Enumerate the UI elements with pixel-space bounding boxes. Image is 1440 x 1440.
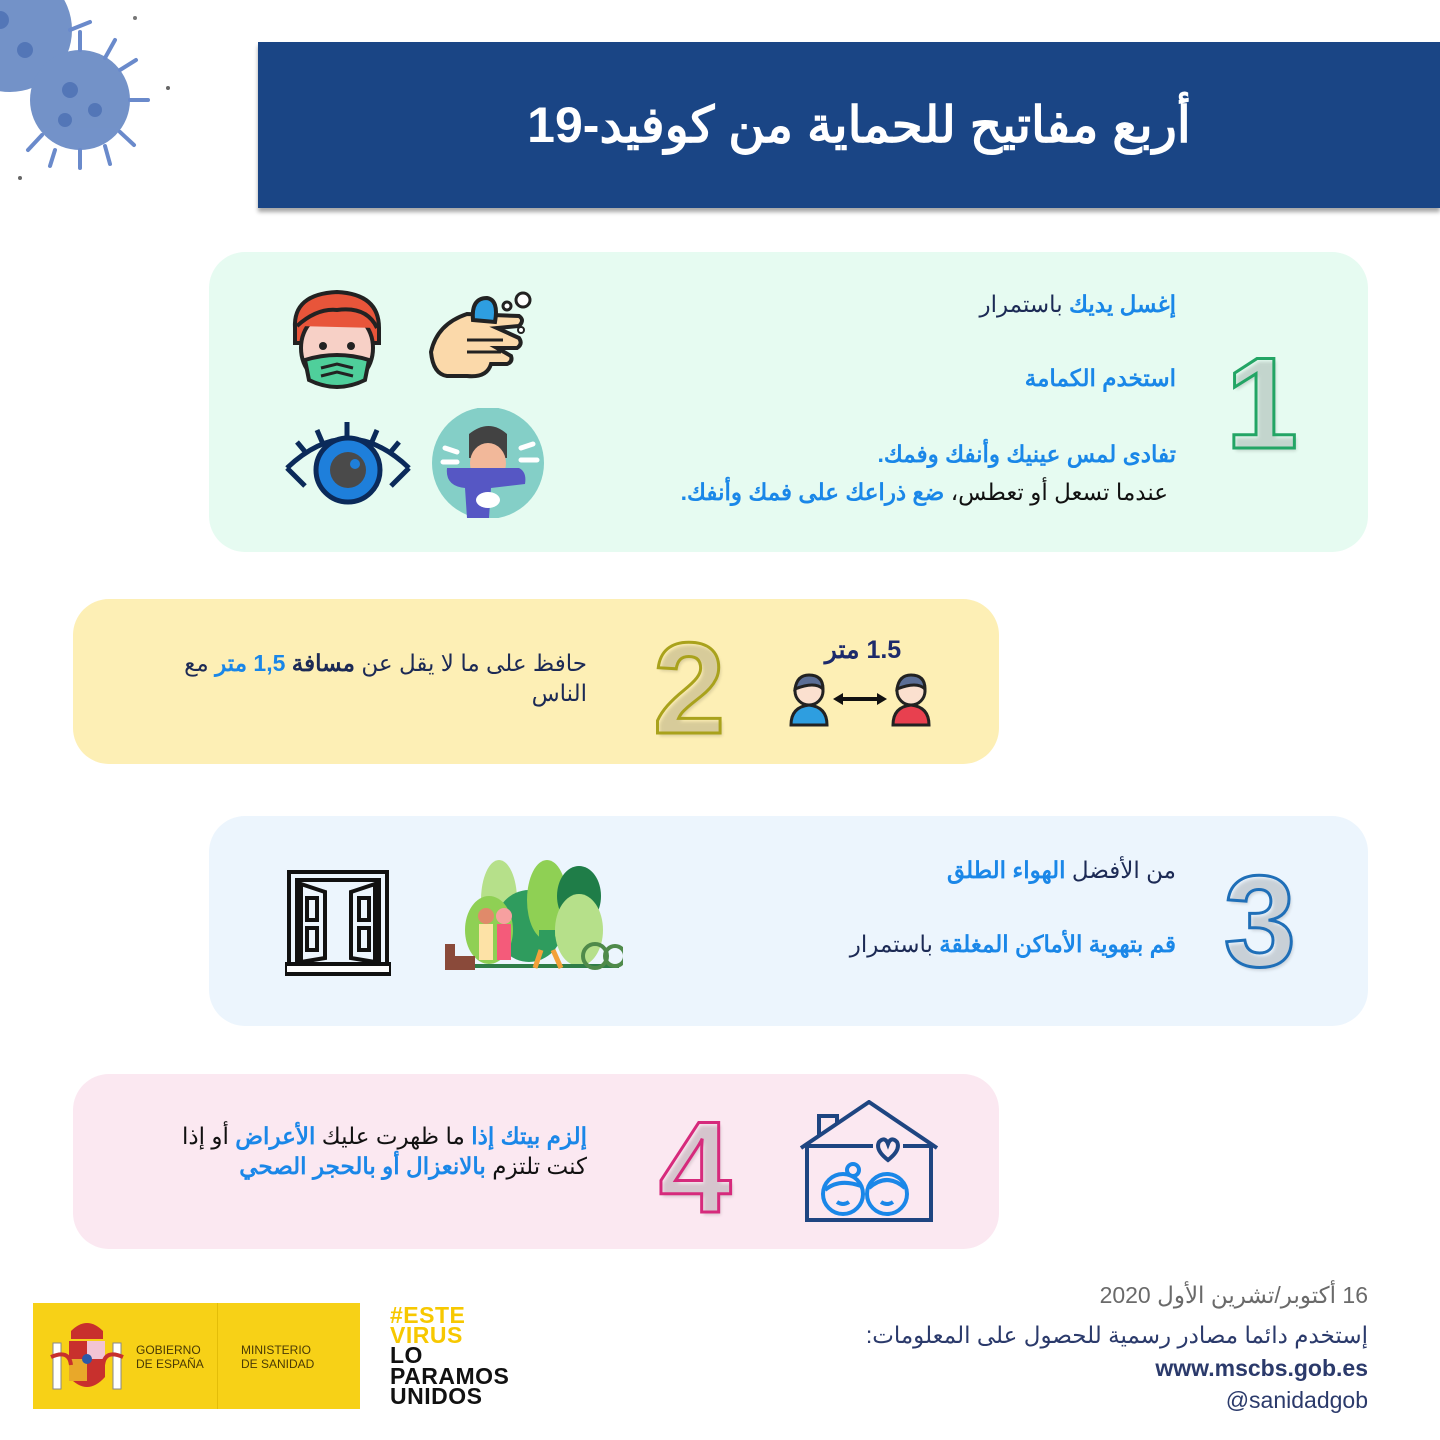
card-3-line-1 bbox=[576, 856, 1176, 886]
gov-line-2: DE ESPAÑA bbox=[136, 1357, 204, 1372]
card-1-line-2 bbox=[576, 364, 1176, 394]
text-segment: الهواء الطلق bbox=[946, 857, 1066, 883]
card-1-line-3 bbox=[556, 440, 1176, 470]
gov-line-1: GOBIERNO bbox=[136, 1343, 201, 1357]
text-segment: تفادى لمس عينيك وأنفك وفمك. bbox=[877, 441, 1176, 467]
text-segment: ما ظهرت عليك bbox=[315, 1123, 472, 1149]
step-number-2: 2 bbox=[653, 615, 726, 761]
text-segment: أو إذا bbox=[181, 1123, 236, 1149]
cough-elbow-icon bbox=[429, 408, 547, 523]
text-segment: كنت تلتزم bbox=[485, 1152, 587, 1179]
text-segment: استخدم الكمامة bbox=[1024, 365, 1176, 391]
ministry-line-2: DE SANIDAD bbox=[241, 1357, 315, 1372]
campaign-line: VIRUS bbox=[390, 1322, 463, 1349]
step-number-3: 3 bbox=[1223, 848, 1296, 994]
card-1-line-1 bbox=[576, 290, 1176, 320]
text-segment: مسافة bbox=[291, 650, 355, 676]
text-segment: باستمرار bbox=[849, 931, 940, 957]
text-segment: مع bbox=[184, 650, 216, 676]
card-2-text bbox=[117, 649, 587, 709]
key-card-1 bbox=[209, 252, 1368, 552]
text-segment: إلزم بيتك إذا bbox=[471, 1123, 587, 1149]
key-card-4 bbox=[73, 1074, 999, 1249]
text-segment: الناس bbox=[531, 679, 587, 706]
campaign-line: UNIDOS bbox=[390, 1382, 483, 1409]
campaign-line: LO bbox=[390, 1342, 423, 1369]
social-distance-icon bbox=[787, 671, 933, 732]
key-card-3 bbox=[209, 816, 1368, 1026]
open-window-icon bbox=[285, 868, 391, 981]
text-segment: من الأفضل bbox=[1065, 857, 1176, 883]
sources-note: إستخدم دائما مصادر رسمية للحصول على المعلومات: bbox=[865, 1322, 1368, 1348]
page-title: أربع مفاتيح للحماية من كوفيد-19 bbox=[527, 97, 1191, 153]
virus-illustration-icon bbox=[0, 0, 180, 190]
text-segment: حافظ على ما لا يقل عن bbox=[354, 650, 587, 676]
step-number-1: 1 bbox=[1225, 330, 1298, 476]
text-segment: بالانعزال أو بالحجر الصحي bbox=[239, 1152, 486, 1179]
text-segment: باستمرار bbox=[979, 291, 1069, 317]
text-segment: 1,5 متر bbox=[215, 650, 292, 676]
coat-of-arms-icon bbox=[49, 1313, 125, 1404]
stay-home-icon bbox=[799, 1100, 939, 1229]
publication-date: 16 أكتوبر/تشرين الأول 2020 bbox=[1099, 1282, 1368, 1308]
face-mask-icon bbox=[287, 288, 387, 399]
gov-label bbox=[136, 1343, 204, 1372]
text-segment: قم بتهوية الأماكن المغلقة bbox=[939, 931, 1176, 957]
text-segment: عندما تسعل أو تعطس، bbox=[944, 479, 1168, 505]
card-3-line-2 bbox=[576, 930, 1176, 960]
campaign-hashtag bbox=[390, 1302, 510, 1409]
government-logo bbox=[33, 1303, 360, 1409]
twitter-handle[interactable]: @sanidadgob bbox=[1225, 1387, 1368, 1413]
text-segment: ضع ذراعك على فمك وأنفك. bbox=[680, 479, 945, 505]
title-banner bbox=[258, 42, 1440, 208]
hand-washing-icon bbox=[427, 290, 533, 387]
text-segment: الأعراض bbox=[235, 1123, 316, 1149]
ministry-label bbox=[241, 1343, 314, 1372]
step-number-4: 4 bbox=[659, 1094, 732, 1240]
campaign-line: #ESTE bbox=[390, 1302, 466, 1328]
eye-icon bbox=[281, 418, 415, 513]
distance-label: 1.5 متر bbox=[824, 636, 902, 664]
card-4-text bbox=[107, 1122, 587, 1182]
logo-divider bbox=[217, 1303, 218, 1409]
text-segment: إغسل يديك bbox=[1068, 291, 1176, 317]
ministry-line-1: MINISTERIO bbox=[241, 1343, 312, 1357]
card-1-line-4 bbox=[548, 478, 1168, 508]
campaign-line: PARAMOS bbox=[390, 1362, 510, 1389]
website-link[interactable]: www.mscbs.gob.es bbox=[1155, 1355, 1368, 1381]
key-card-2 bbox=[73, 599, 999, 764]
